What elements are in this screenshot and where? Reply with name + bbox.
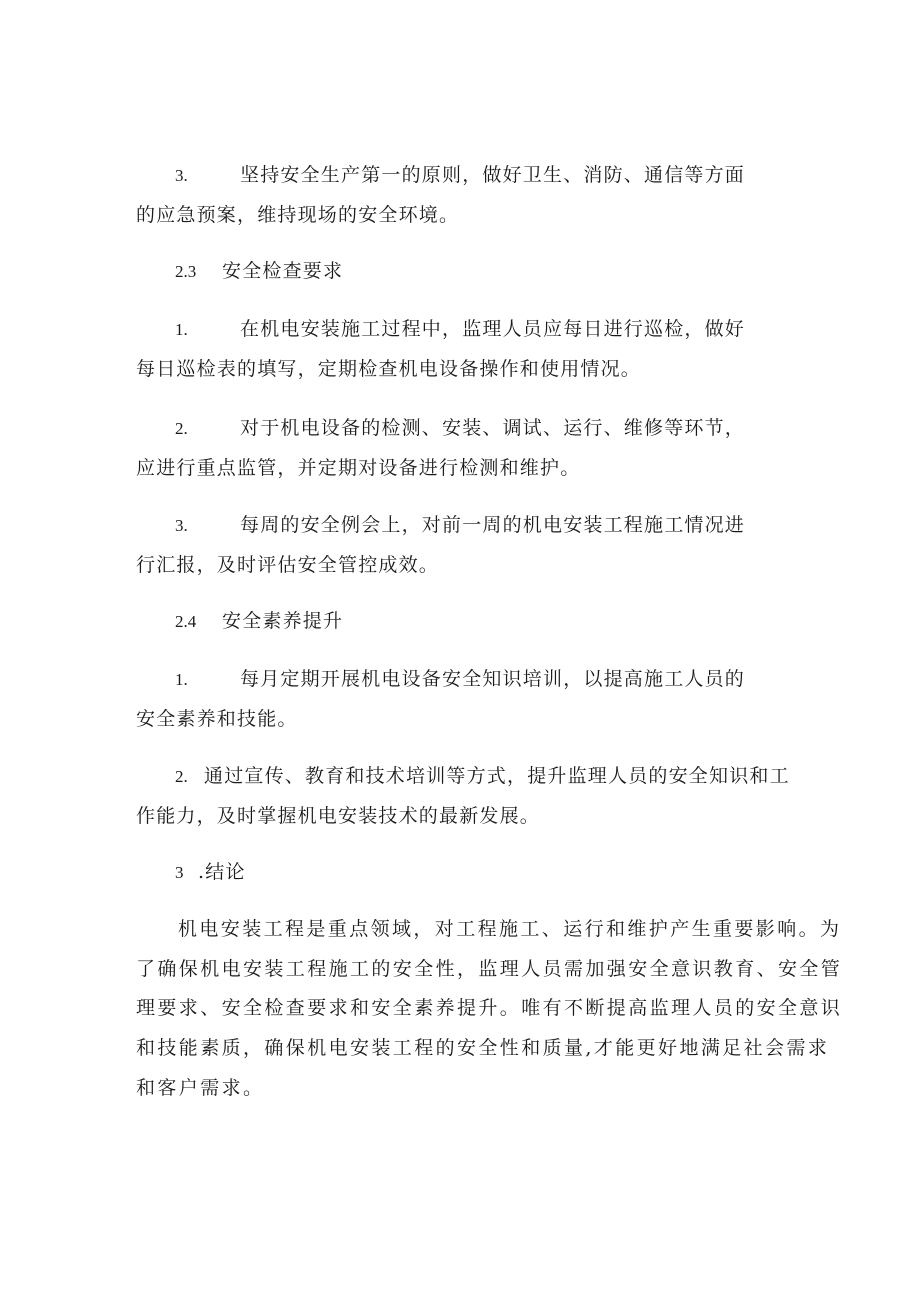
- section-heading-title: 安全素养提升: [222, 610, 344, 632]
- section-heading-number: 2.3: [175, 262, 197, 281]
- list-item-number: 2.: [175, 767, 188, 786]
- list-item-text: 每周的安全例会上，对前一周的机电安装工程施工情况进: [240, 514, 746, 536]
- conclusion-line: 和技能素质，确保机电安装工程的安全性和质量,才能更好地满足社会需求: [136, 1037, 830, 1059]
- list-item-text: 每月定期开展机电设备安全知识培训，以提高施工人员的: [240, 668, 746, 690]
- list-item-continuation: 每日巡检表的填写，定期检查机电设备操作和使用情况。: [136, 358, 642, 380]
- list-item-number: 2.: [175, 419, 188, 438]
- section-heading-number: 2.4: [175, 612, 197, 631]
- list-item-continuation: 的应急预案，维持现场的安全环境。: [136, 204, 460, 226]
- section-heading-title: 安全检查要求: [222, 260, 344, 282]
- list-item-number: 1.: [175, 670, 188, 689]
- list-item-text: 对于机电设备的检测、安装、调试、运行、维修等环节，: [240, 417, 746, 439]
- list-item-continuation: 作能力，及时掌握机电安装技术的最新发展。: [136, 805, 541, 827]
- list-item-continuation: 行汇报，及时评估安全管控成效。: [136, 554, 440, 576]
- list-item-text: 坚持安全生产第一的原则，做好卫生、消防、通信等方面: [240, 164, 746, 186]
- conclusion-line: 了确保机电安装工程施工的安全性，监理人员需加强安全意识教育、安全管: [136, 958, 843, 980]
- conclusion-line: 机电安装工程是重点领域，对工程施工、运行和维护产生重要影响。为: [178, 918, 842, 940]
- list-item-text: 通过宣传、教育和技术培训等方式，提升监理人员的安全知识和工: [204, 765, 790, 787]
- list-item-text: 在机电安装施工过程中，监理人员应每日进行巡检，做好: [240, 318, 746, 340]
- conclusion-line: 理要求、安全检查要求和安全素养提升。唯有不断提高监理人员的安全意识: [136, 997, 843, 1019]
- section-heading-title: .结论: [198, 861, 246, 883]
- list-item-number: 1.: [175, 320, 188, 339]
- list-item-continuation: 安全素养和技能。: [136, 708, 298, 730]
- list-item-number: 3.: [175, 166, 188, 185]
- section-heading-number: 3: [175, 863, 184, 882]
- list-item-continuation: 应进行重点监管，并定期对设备进行检测和维护。: [136, 457, 581, 479]
- list-item-number: 3.: [175, 516, 188, 535]
- conclusion-line: 和客户需求。: [136, 1077, 265, 1099]
